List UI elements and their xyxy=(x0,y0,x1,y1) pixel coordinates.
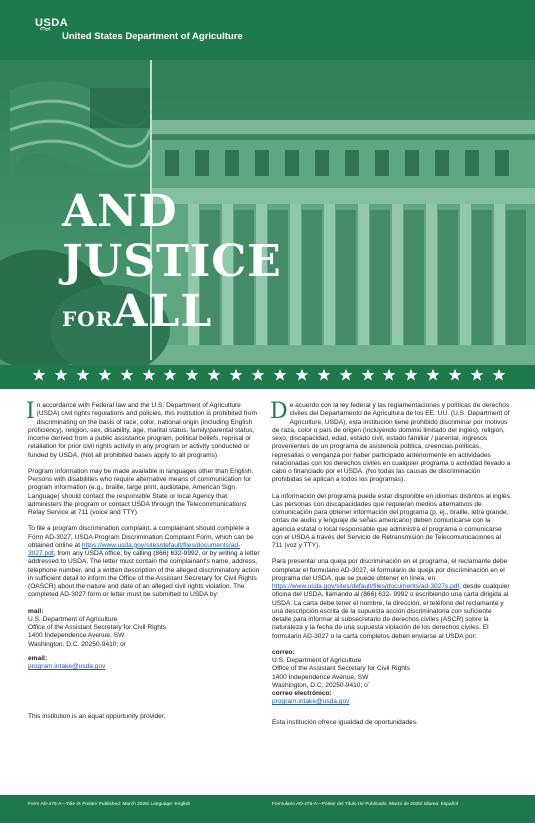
star-icon xyxy=(426,368,440,382)
english-email xyxy=(28,655,260,672)
star-icon xyxy=(295,368,309,382)
spanish-mail-address xyxy=(272,649,512,707)
spanish-form-link[interactable]: https://www.usda.gov/sites/default/files/documents/ad-3027s.pdf xyxy=(272,583,460,590)
english-closing: This institution is an equal opportunity provider. xyxy=(28,713,166,721)
english-mail-label: mail: xyxy=(28,607,44,615)
spanish-paragraph-2: La información del programa puede estar disponible en idiomas distintos al inglés. Las personas con discapacidades que requieran medios alternativos de comunicación para obtener información del programa (p. ej., braille, letra grande, cintas de audio y lenguaje de señas americano) deben comunicarse con la agencia estatal o local responsable que administra el programa o comunicarse con el USDA a través del Servicio de Retransmisión de Telecomunicaciones al 711 (voz y TTY). xyxy=(272,492,512,549)
headline xyxy=(62,186,282,337)
star-icon xyxy=(207,368,221,382)
english-p3-text-a: To file a program discrimination complaint, a complainant should complete a Form AD-3027, USDA Program Discrimination Complaint Form, which can be obtained online at xyxy=(28,525,254,549)
footer-spanish: Formulario AD-475-A—Póster del Título IX/ Publicado: Marzo de 2025/ Idioma: Español xyxy=(272,802,459,807)
star-icon xyxy=(339,368,353,382)
spanish-email-link[interactable]: program.intake@usda.gov xyxy=(272,698,350,706)
headline-all: ALL xyxy=(113,286,213,337)
star-band xyxy=(0,365,535,389)
english-mail-line-2: Office of the Assistant Secretary for Civil Rights xyxy=(28,624,167,631)
english-p1-text: n accordance with Federal law and the U.S. Department of Agriculture (USDA) civil rights regulations and policies, this institution is prohibited from discriminating on the basis of race, color, national origin (including English proficiency), religion, sex, disability, age, marital status, family/parental status, income derived from a public assistance program, political beliefs, reprisal or retaliation for prior civil rights activity in any program or activity conducted or funded by USDA. (Not all prohibited bases apply to all programs) xyxy=(28,402,257,459)
spanish-paragraph-1 xyxy=(270,399,512,485)
star-icon xyxy=(470,368,484,382)
star-icon xyxy=(163,368,177,382)
english-email-label: email: xyxy=(28,654,48,662)
star-icon xyxy=(404,368,418,382)
english-column xyxy=(26,399,260,730)
english-mail-line-1: U.S. Department of Agriculture xyxy=(28,615,118,623)
star-icon xyxy=(98,368,112,382)
spanish-column xyxy=(270,399,512,735)
footer-english: Form AD-475-A—Title IX Poster/ Published: March 2025/ Language: English xyxy=(28,802,191,807)
english-p3-text-b: , from any USDA office, by calling (866) 632-9992, or by writing a letter addressed to USDA. The letter must contain the complainant's name, address, telephone number, and a written description of the alleged discriminatory action in sufficient detail to inform the Office of the Assistant Secretary for Civil Rights (OASCR) about the nature and date of an alleged civil rights violation. The completed AD-3027 form or letter must be submitted to USDA by: xyxy=(28,550,260,599)
english-form-link[interactable]: https://www.usda.gov/sites/default/files/documents/ad-3027.pdf xyxy=(28,541,241,557)
star-icon xyxy=(76,368,90,382)
english-email-link[interactable]: program.intake@usda.gov xyxy=(28,663,106,670)
star-icon xyxy=(273,368,287,382)
spanish-mail-line-1: U.S. Department of Agriculture xyxy=(272,657,362,664)
headline-justice: JUSTICE xyxy=(62,236,282,287)
star-icon xyxy=(448,368,462,382)
spanish-mail-line-4: Washington, D.C. 20250-9410; o´ xyxy=(272,681,370,689)
headline-and: AND xyxy=(62,186,178,237)
spanish-closing: Esta institución ofrece igualdad de oportunidades. xyxy=(272,718,418,726)
star-icon xyxy=(492,368,506,382)
star-icon xyxy=(229,368,243,382)
headline-for-all xyxy=(62,286,282,337)
star-icon xyxy=(120,368,134,382)
headline-for: FOR xyxy=(62,307,114,331)
english-mail-line-4: Washington, D.C. 20250-9410; or xyxy=(28,640,126,648)
spanish-email-label: correo electrónico: xyxy=(272,690,332,697)
english-mail-address xyxy=(28,608,260,649)
star-icon xyxy=(32,368,46,382)
usda-logo-text: USDA xyxy=(35,17,69,29)
star-icon xyxy=(54,368,68,382)
star-icon xyxy=(382,368,396,382)
spanish-p1-text: e acuerdo con la ley federal y las reglamentaciones y políticas de derechos civiles del Departamento de Agricultura de los EE. UU. (U.S. Department of Agriculture, USDA), esta institución tiene prohibido discriminar por motivos de raza, color o país de origen (incluyendo dominio limitado del inglés), religión, sexo, discapacidad, edad, estado civil, estado familiar / parental, ingresos provenientes de un programa de asistencia pública, creencias políticas, represalias o venganza por haber participado anteriormente en actividades relacionadas con los derechos civiles en cualquier programa o actividad llevado a cabo o financiado por el USDA. (No todas las causas de discriminación prohibidas se aplican a todos los programas). xyxy=(272,402,511,484)
star-icon xyxy=(361,368,375,382)
footer-banner xyxy=(0,795,535,823)
spanish-p3-text-b: , desde cualquier oficina del USDA, llamando al (866) 632- 9992 o escribiendo una carta dirigida al USDA. La carta debe tener el nombre, la dirección, el teléfono del reclamante y una descripción escrita de la supuesta acción discriminatoria con suficiente detalle para informar al subsecretario de derechos civiles (ASCR) sobre la naturaleza y la fecha de una supuesta violación de los derechos civiles. El formulario AD-3027 o la carta completos deben enviarse al USDA por: xyxy=(272,583,510,640)
english-paragraph-3 xyxy=(28,525,260,599)
english-mail-line-3: 1400 Independence Avenue, SW xyxy=(28,632,125,640)
spanish-dropcap: D xyxy=(270,399,288,424)
spanish-mail-label: correo: xyxy=(272,648,295,656)
header-banner xyxy=(0,0,535,60)
star-icon xyxy=(317,368,331,382)
hero-image xyxy=(0,60,535,365)
star-icon xyxy=(142,368,156,382)
english-paragraph-1 xyxy=(26,399,260,460)
star-icon xyxy=(185,368,199,382)
star-icon xyxy=(251,368,265,382)
department-name: United States Department of Agriculture xyxy=(62,31,243,42)
english-dropcap: I xyxy=(26,399,35,424)
english-paragraph-2: Program information may be made available in languages other than English. Persons with disabilities who require alternative means of communication for program information (e.g., braille, large print, audiotape, American Sign Language) should contact the responsible State or local Agency that administers the program or contact USDA through the Telecommunications Relay Service at 711 (voice and TTY). xyxy=(28,467,254,516)
spanish-p3-text-a: Para presentar una queja por discriminación en el programa, el reclamante debe completar el formulario AD-3027, el formulario de queja por discriminación en el programa del USDA, que se puede obtener en línea, en xyxy=(272,558,508,582)
spanish-mail-line-3: 1400 Independence Avenue, SW xyxy=(272,673,369,681)
spanish-mail-line-2: Office of the Assistant Secretary for Civil Rights xyxy=(272,665,411,673)
spanish-paragraph-3 xyxy=(272,558,512,641)
